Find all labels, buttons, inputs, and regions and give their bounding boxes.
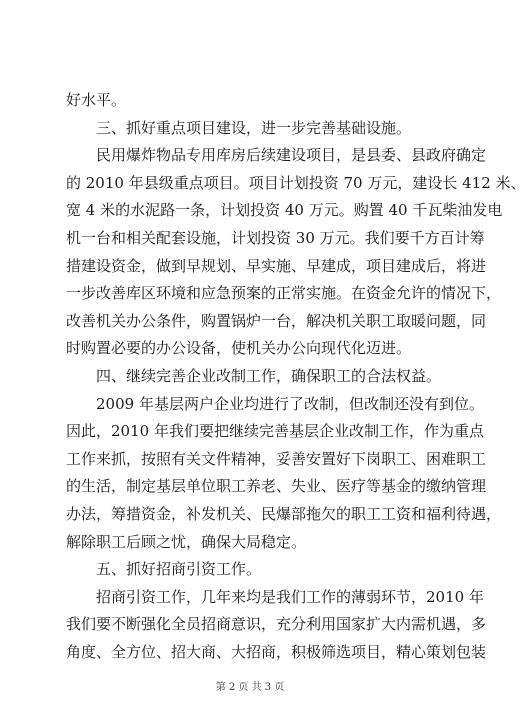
text-line: 改善机关办公条件，购置锅炉一台，解决机关职工取暖问题，同 [66, 311, 487, 330]
text-line: 因此，2010 年我们要把继续完善基层企业改制工作，作为重点 [66, 422, 484, 441]
text-line: 机一台和相关配套设施，计划投资 30 万元。我们要千方百计筹 [66, 228, 485, 247]
section-heading: 三、抓好重点项目建设，进一步完善基础设施。 [66, 118, 412, 137]
page-number-footer: 第 2 页 共 3 页 [215, 682, 285, 693]
text-line: 的生活，制定基层单位职工养老、失业、医疗等基金的缴纳管理 [66, 477, 487, 496]
text-line: 办法，筹措资金，补发机关、民爆部拖欠的职工工资和福利待遇， [66, 504, 502, 523]
text-line: 招商引资工作，几年来均是我们工作的薄弱环节，2010 年 [66, 587, 484, 606]
text-line: 的 2010 年县级重点项目。项目计划投资 70 万元，建设长 412 米、 [66, 173, 526, 192]
text-line: 工作来抓，按照有关文件精神，妥善安置好下岗职工、困难职工 [66, 449, 487, 468]
text-line: 解除职工后顾之忧，确保大局稳定。 [66, 532, 307, 551]
text-line: 措建设资金，做到早规划、早实施、早建成，项目建成后，将进 [66, 256, 487, 275]
section-heading: 四、继续完善企业改制工作，确保职工的合法权益。 [66, 366, 442, 385]
text-line: 我们要不断强化全员招商意识，充分利用国家扩大内需机遇，多 [66, 615, 487, 634]
text-line: 宽 4 米的水泥路一条，计划投资 40 万元。购置 40 千瓦柴油发电 [66, 201, 503, 220]
document-body [66, 87, 526, 666]
text-line: 一步改善库区环境和应急预案的正常实施。在资金允许的情况下， [66, 284, 502, 303]
text-line: 时购置必要的办公设备，使机关办公向现代化迈进。 [66, 339, 412, 358]
text-line: 2009 年基层两户企业均进行了改制，但改制还没有到位。 [66, 394, 484, 413]
text-line: 好水平。 [66, 91, 127, 109]
section-heading: 五、抓好招商引资工作。 [66, 560, 262, 579]
text-line: 民用爆炸物品专用库房后续建设项目，是县委、县政府确定 [66, 146, 487, 165]
text-line: 角度、全方位、招大商、大招商，积极筛选项目，精心策划包装 [66, 642, 487, 661]
